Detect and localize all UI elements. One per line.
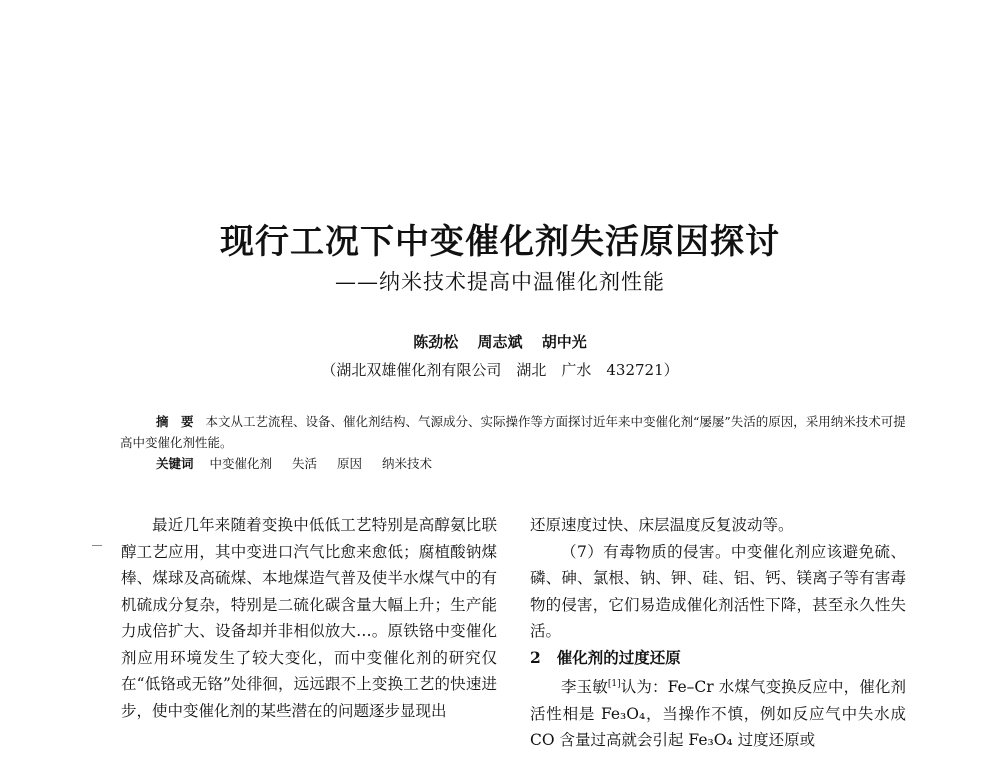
abstract-label: 摘 要 xyxy=(156,414,194,429)
keywords-label: 关键词 xyxy=(156,456,194,471)
keywords-row xyxy=(120,453,910,474)
author-name: 陈劲松 xyxy=(413,333,459,351)
margin-mark xyxy=(92,545,102,546)
section-title: 催化剂的过度还原 xyxy=(556,647,681,667)
body-text: 认为：Fe–Cr 水煤气变换反应中，催化剂活性相是 Fe₃O₄，当操作不慎，例如反应气中失水成 CO 含量过高就会引起 Fe₃O₄ 过度还原或 xyxy=(530,678,906,750)
abstract-paragraph xyxy=(120,411,910,453)
body-text: 李玉敏 xyxy=(561,678,608,697)
section-number: 2 xyxy=(530,647,541,667)
author-list xyxy=(0,331,1000,352)
body-paragraph-continued: 还原速度过快、床层温度反复波动等。 xyxy=(530,516,794,534)
keyword: 中变催化剂 xyxy=(209,456,273,471)
keyword: 纳米技术 xyxy=(382,456,433,471)
section-heading xyxy=(530,645,906,672)
abstract-block xyxy=(120,411,910,474)
keyword: 原因 xyxy=(337,456,363,471)
author-affiliation: （湖北双雄催化剂有限公司 湖北 广水 432721） xyxy=(321,361,679,379)
author-name: 周志斌 xyxy=(477,333,523,351)
left-column xyxy=(121,512,497,724)
citation-ref: [1] xyxy=(607,679,621,689)
abstract-text: 本文从工艺流程、设备、催化剂结构、气源成分、实际操作等方面探讨近年来中变催化剂“屡屡”失活的原因，采用纳米技术可提高中变催化剂性能。 xyxy=(120,414,906,450)
body-paragraph: 最近几年来随着变换中低低工艺特别是高醇氨比联醇工艺应用，其中变进口汽气比愈来愈低；腐植酸钠煤棒、煤球及高硫煤、本地煤造气普及使半水煤气中的有机硫成分复杂，特别是二硫化碳含量大幅上升；生产能力成倍扩大、设备却并非相似放大…。原铁铬中变催化剂应用环境发生了较大变化，而中变催化剂的研究仅在“低铬或无铬”处徘徊，远远跟不上变换工艺的快速进步，使中变催化剂的某些潜在的问题逐步显现出 xyxy=(121,516,497,720)
keyword: 失活 xyxy=(292,456,318,471)
body-paragraph: （7）有毒物质的侵害。中变催化剂应该避免硫、磷、砷、氯根、钠、钾、硅、铝、钙、镁离子等有害毒物的侵害，它们易造成催化剂活性下降，甚至永久性失活。 xyxy=(530,542,906,640)
right-column xyxy=(530,512,906,754)
author-name: 胡中光 xyxy=(541,333,587,351)
paper-subtitle: ——纳米技术提高中温催化剂性能 xyxy=(335,270,665,294)
body-paragraph xyxy=(530,671,906,754)
paper-title: 现行工况下中变催化剂失活原因探讨 xyxy=(220,222,780,262)
